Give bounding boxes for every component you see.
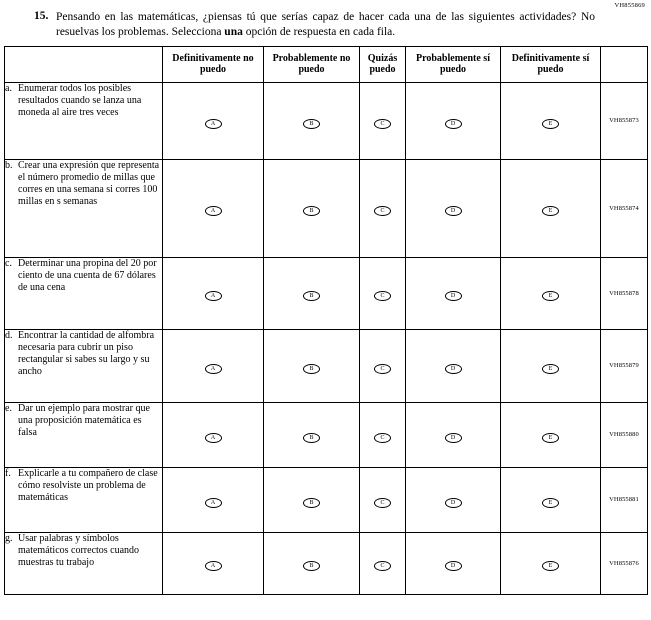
option-header-2: Probablemente no puedo [264,46,360,82]
answer-bubble[interactable]: E [542,561,559,571]
answer-bubble[interactable]: E [542,291,559,301]
answer-bubble[interactable]: D [445,206,462,216]
row-item [5,532,163,594]
row-code: VH855874 [601,159,648,257]
answer-bubble[interactable]: C [374,433,391,443]
answer-bubble[interactable]: C [374,364,391,374]
answer-bubble[interactable]: A [205,119,222,129]
row-code: VH855873 [601,82,648,159]
row-letter: e. [5,402,12,414]
row-letter: b. [5,159,13,171]
response-table [4,46,648,595]
option-header-4: Probablemente sí puedo [406,46,501,82]
table-row [5,159,648,257]
question-number: 15. [34,10,49,22]
question-text-bold: una [224,25,243,38]
option-header-5: Definitivamente sí puedo [501,46,601,82]
row-item [5,159,163,257]
question [0,0,651,46]
row-item [5,467,163,532]
answer-bubble[interactable]: E [542,119,559,129]
answer-bubble[interactable]: B [303,561,320,571]
answer-bubble[interactable]: C [374,206,391,216]
row-code: VH855876 [601,532,648,594]
answer-bubble[interactable]: D [445,498,462,508]
answer-bubble[interactable]: C [374,291,391,301]
question-text-part2: opción de respuesta en cada fila. [242,25,396,38]
answer-bubble[interactable]: B [303,433,320,443]
answer-bubble[interactable]: D [445,119,462,129]
answer-bubble[interactable]: D [445,364,462,374]
answer-bubble[interactable]: E [542,364,559,374]
answer-bubble[interactable]: C [374,498,391,508]
row-letter: d. [5,329,13,341]
answer-bubble[interactable]: C [374,561,391,571]
header-row [5,46,648,82]
row-item [5,82,163,159]
answer-bubble[interactable]: E [542,498,559,508]
row-letter: c. [5,257,12,269]
answer-bubble[interactable]: B [303,119,320,129]
answer-bubble[interactable]: B [303,206,320,216]
row-text: Enumerar todos los posibles resultados cuando se lanza una moneda al aire tres veces [18,82,142,119]
row-code: VH855879 [601,329,648,402]
option-header-1: Definitivamente no puedo [163,46,264,82]
answer-bubble[interactable]: D [445,561,462,571]
answer-bubble[interactable]: D [445,291,462,301]
answer-bubble[interactable]: A [205,291,222,301]
answer-bubble[interactable]: B [303,291,320,301]
answer-bubble[interactable]: A [205,206,222,216]
answer-bubble[interactable]: A [205,498,222,508]
answer-bubble[interactable]: D [445,433,462,443]
row-text: Encontrar la cantidad de alfombra necesaria para cubrir un piso rectangular si sabes su largo y su ancho [18,329,155,378]
table-row [5,532,648,594]
question-text-part1: Pensando en las matemáticas, ¿piensas tú que serías capaz de hacer cada una de las siguientes actividades? No resuelvas los problemas. Selecciona [56,11,595,38]
row-code: VH855878 [601,257,648,329]
table-row [5,467,648,532]
form-code: VH855869 [614,2,645,9]
row-text: Crear una expresión que representa el número promedio de millas que corres en una semana si corres 100 millas en s semanas [18,159,160,208]
answer-bubble[interactable]: E [542,206,559,216]
answer-bubble[interactable]: A [205,364,222,374]
row-item [5,257,163,329]
table-row [5,402,648,467]
row-item [5,402,163,467]
answer-bubble[interactable]: B [303,364,320,374]
table-row [5,257,648,329]
answer-bubble[interactable]: B [303,498,320,508]
row-text: Explicarle a tu compañero de clase cómo resolviste un problema de matemáticas [18,467,158,504]
row-letter: a. [5,82,12,94]
answer-bubble[interactable]: A [205,433,222,443]
table-row [5,82,648,159]
row-item [5,329,163,402]
option-header-3: Quizás puedo [360,46,406,82]
header-code-cell [601,46,648,82]
row-text: Determinar una propina del 20 por ciento de una cuenta de 67 dólares de una cena [18,257,157,294]
table-row [5,329,648,402]
row-text: Dar un ejemplo para mostrar que una proposición matemática es falsa [18,402,150,439]
row-code: VH855881 [601,467,648,532]
header-empty-cell [5,46,163,82]
answer-bubble[interactable]: E [542,433,559,443]
row-code: VH855880 [601,402,648,467]
question-text [56,10,595,40]
row-text: Usar palabras y símbolos matemáticos correctos cuando muestras tu trabajo [18,532,140,569]
row-letter: g. [5,532,13,544]
answer-bubble[interactable]: C [374,119,391,129]
row-letter: f. [5,467,11,479]
answer-bubble[interactable]: A [205,561,222,571]
